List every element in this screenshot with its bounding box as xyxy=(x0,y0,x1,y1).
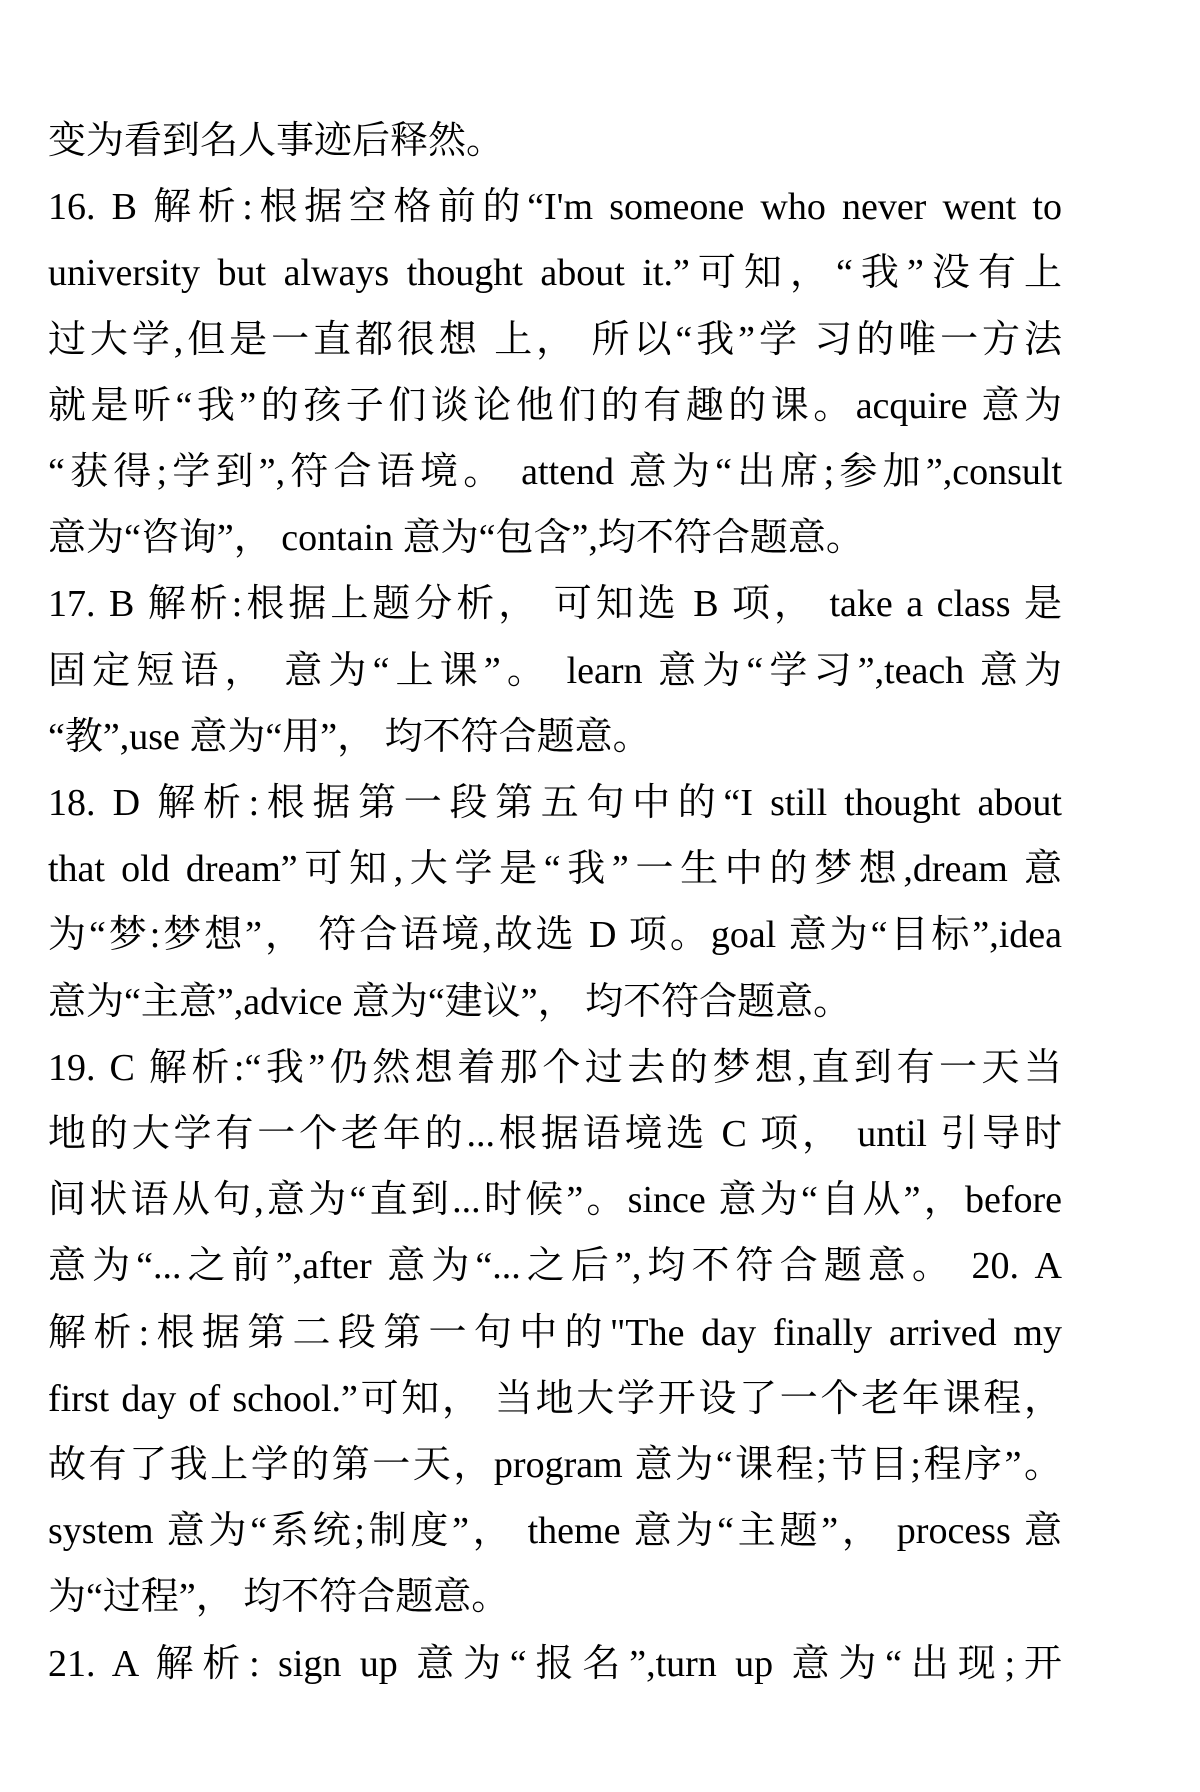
text-line: 固定短语， 意为“上课”。 learn 意为“学习”,teach 意为 xyxy=(48,649,1062,692)
text-line: 就是听“我”的孩子们谈论他们的有趣的课。acquire 意为 xyxy=(48,384,1062,427)
text-line: 18. D 解析:根据第一段第五句中的“I still thought about xyxy=(48,782,1062,825)
text-line: system 意为“系统;制度”， theme 意为“主题”， process 意 xyxy=(48,1510,1062,1553)
text-line: 意为“主意”,advice 意为“建议”， 均不符合题意。 xyxy=(48,980,852,1023)
text-line: 为“梦:梦想”， 符合语境,故选 D 项。goal 意为“目标”,idea xyxy=(48,914,1062,957)
text-line: 21. A 解析: sign up 意为“报名”,turn up 意为“出现;开 xyxy=(48,1642,1062,1685)
text-line: 17. B 解析:根据上题分析， 可知选 B 项， take a class 是 xyxy=(48,583,1062,626)
text-line: “获得;学到”,符合语境。 attend 意为“出席;参加”,consult xyxy=(48,451,1062,494)
text-line: 19. C 解析:“我”仍然想着那个过去的梦想,直到有一天当 xyxy=(48,1046,1062,1089)
text-line: university but always thought about it.”可知，“我”没有上 xyxy=(48,252,1062,295)
text-line: 变为看到名人事迹后释然。 xyxy=(48,120,505,162)
text-line: that old dream”可知,大学是“我”一生中的梦想,dream 意 xyxy=(48,848,1062,891)
text-line: 间状语从句,意为“直到...时候”。since 意为“自从”，before xyxy=(48,1179,1062,1222)
text-line: 意为“咨询”， contain 意为“包含”,均不符合题意。 xyxy=(48,517,864,560)
text-line: “教”,use 意为“用”， 均不符合题意。 xyxy=(48,715,651,758)
text-line: 为“过程”， 均不符合题意。 xyxy=(48,1576,510,1619)
text-line: 意为“...之前”,after 意为“...之后”,均不符合题意。 20. A xyxy=(48,1245,1062,1288)
text-line: 故有了我上学的第一天，program 意为“课程;节目;程序”。 xyxy=(48,1444,1062,1487)
text-line: 16. B 解析:根据空格前的“I'm someone who never went to xyxy=(48,186,1062,229)
text-line: 地的大学有一个老年的...根据语境选 C 项， until 引导时 xyxy=(48,1113,1062,1156)
text-line: 过大学,但是一直都很想 上， 所以“我”学 习的唯一方法 xyxy=(48,318,1062,361)
text-line: first day of school.”可知， 当地大学开设了一个老年课程， xyxy=(48,1377,1062,1420)
text-line: 解析:根据第二段第一句中的"The day finally arrived my xyxy=(48,1311,1062,1354)
